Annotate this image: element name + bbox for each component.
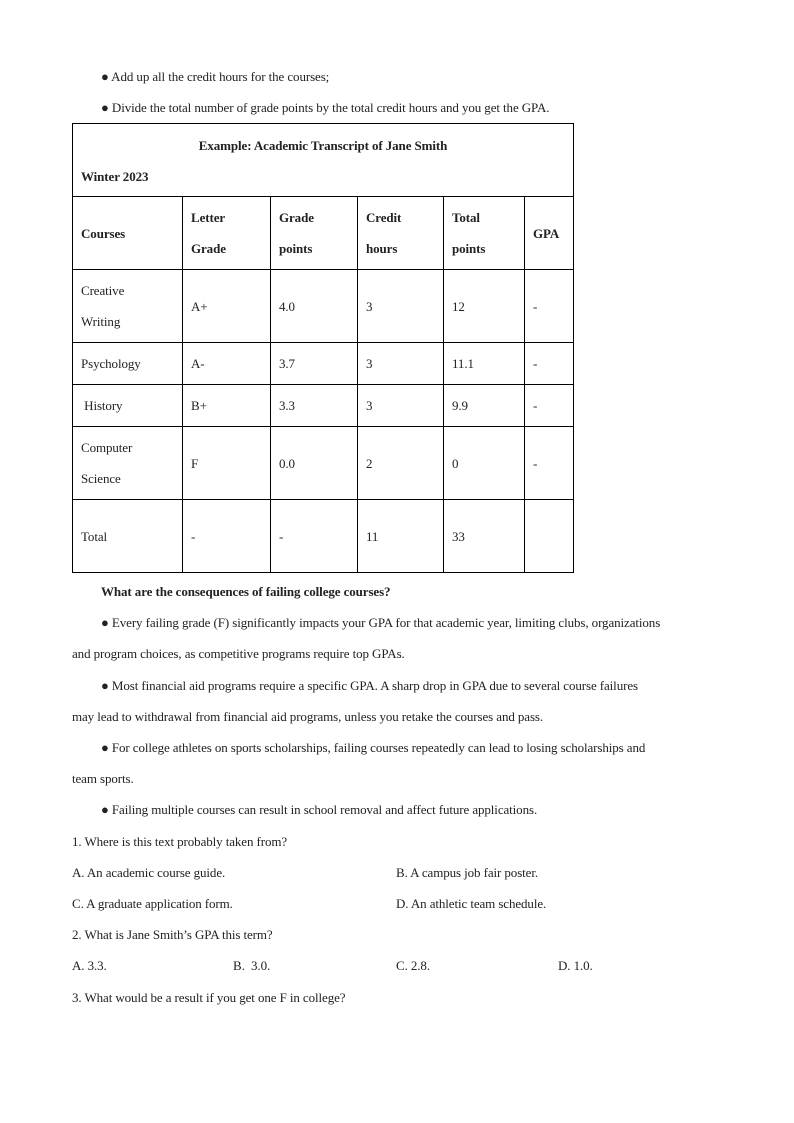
table-header-row (73, 197, 574, 270)
consequence-2-line-1: ● Most financial aid programs require a specific GPA. A sharp drop in GPA due to several course failures (101, 678, 638, 693)
header-letter-grade: Letter Grade (183, 197, 271, 270)
cell-points: 3.7 (271, 343, 358, 385)
header-grade-points: Grade points (271, 197, 358, 270)
question-2-option-c: C. 2.8. (396, 958, 430, 973)
cell-credits: 2 (358, 427, 444, 500)
cell-points: 4.0 (271, 270, 358, 343)
cell-credits: 3 (358, 385, 444, 427)
consequence-3-line-1: ● For college athletes on sports scholarships, failing courses repeatedly can lead to losing scholarships and (101, 740, 646, 755)
cell-total: 12 (444, 270, 525, 343)
question-1-option-d: D. An athletic team schedule. (396, 896, 547, 911)
header-total-points: Total points (444, 197, 525, 270)
consequence-2-line-2: may lead to withdrawal from financial aid programs, unless you retake the courses and pass. (72, 709, 544, 724)
cell-course: Creative Writing (73, 270, 183, 343)
header-gpa: GPA (525, 197, 574, 270)
cell-points: 0.0 (271, 427, 358, 500)
cell-letter: - (183, 500, 271, 573)
question-1-stem: 1. Where is this text probably taken from? (72, 834, 288, 849)
question-2-option-b: B. 3.0. (233, 958, 271, 973)
transcript-title-cell (73, 124, 574, 197)
cell-course: Psychology (73, 343, 183, 385)
cell-gpa: - (525, 343, 574, 385)
cell-gpa: - (525, 270, 574, 343)
question-2-option-d: D. 1.0. (558, 958, 593, 973)
cell-total: 11.1 (444, 343, 525, 385)
question-3-stem: 3. What would be a result if you get one F in college? (72, 990, 346, 1005)
question-2-stem: 2. What is Jane Smith’s GPA this term? (72, 927, 273, 942)
cell-total: 33 (444, 500, 525, 573)
consequence-3-line-2: team sports. (72, 771, 134, 786)
table-total-row (73, 500, 574, 573)
question-1-option-b: B. A campus job fair poster. (396, 865, 538, 880)
transcript-title: Example: Academic Transcript of Jane Smith (198, 138, 448, 153)
question-1-option-a: A. An academic course guide. (72, 865, 226, 880)
cell-total: 0 (444, 427, 525, 500)
intro-bullet-2: ● Divide the total number of grade points by the total credit hours and you get the GPA. (101, 100, 550, 115)
header-credit-hours: Credit hours (358, 197, 444, 270)
table-row (73, 427, 574, 500)
question-1-option-c: C. A graduate application form. (72, 896, 233, 911)
transcript-table (72, 123, 574, 573)
table-row (73, 270, 574, 343)
cell-gpa: - (525, 385, 574, 427)
transcript-term: Winter 2023 (81, 169, 149, 184)
cell-credits: 3 (358, 343, 444, 385)
cell-credits: 3 (358, 270, 444, 343)
table-row (73, 343, 574, 385)
question-2-option-a: A. 3.3. (72, 958, 107, 973)
cell-letter: B+ (183, 385, 271, 427)
cell-total: 9.9 (444, 385, 525, 427)
cell-course: Computer Science (73, 427, 183, 500)
consequence-4-line-1: ● Failing multiple courses can result in school removal and affect future applications. (101, 802, 538, 817)
cell-letter: F (183, 427, 271, 500)
consequence-1-line-2: and program choices, as competitive programs require top GPAs. (72, 646, 405, 661)
cell-gpa: - (525, 427, 574, 500)
section-heading: What are the consequences of failing college courses? (101, 584, 391, 599)
cell-course: History (73, 385, 183, 427)
table-row (73, 385, 574, 427)
header-courses: Courses (73, 197, 183, 270)
cell-course: Total (73, 500, 183, 573)
cell-credits: 11 (358, 500, 444, 573)
consequence-1-line-1: ● Every failing grade (F) significantly impacts your GPA for that academic year, limiting clubs, organizations (101, 615, 661, 630)
cell-gpa (525, 500, 574, 573)
cell-letter: A- (183, 343, 271, 385)
cell-points: 3.3 (271, 385, 358, 427)
intro-bullet-1: ● Add up all the credit hours for the courses; (101, 69, 330, 84)
cell-points: - (271, 500, 358, 573)
cell-letter: A+ (183, 270, 271, 343)
